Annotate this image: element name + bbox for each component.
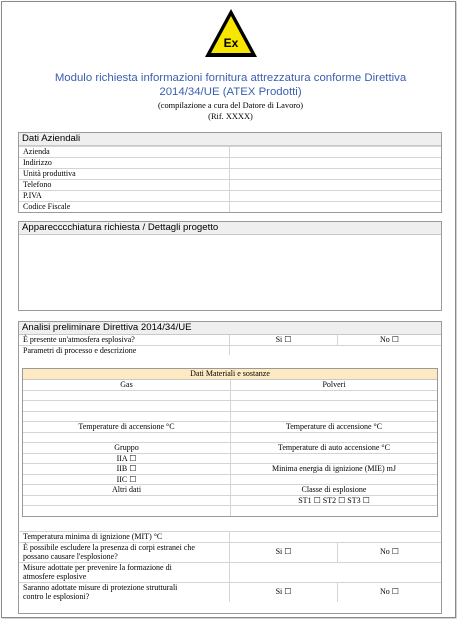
q-protezione-si-checkbox[interactable]: Si ☐ (229, 583, 337, 602)
mit-input[interactable] (229, 532, 441, 542)
field-row-unita: Unità produttiva (19, 168, 441, 179)
atex-warning-icon (203, 7, 259, 59)
temp-accensione-row (23, 421, 437, 432)
field-row-codice-fiscale: Codice Fiscale (19, 201, 441, 212)
q-protezione-no-checkbox[interactable]: No ☐ (337, 583, 441, 602)
q-corpi-label-2: possano causare l'esplosione? (23, 552, 118, 561)
iib-row (23, 463, 437, 474)
altri-dati-label: Altri dati (111, 485, 142, 494)
polveri-input-1[interactable] (230, 391, 437, 401)
misure-label-2: atmosfere esplosive (23, 572, 87, 581)
materiali-blank-row (23, 505, 437, 516)
materiali-blank-row (23, 411, 437, 422)
parametri-row (19, 345, 441, 356)
form-reference: (Rif. XXXX) (208, 112, 253, 121)
analisi-header: Analisi preliminare Direttiva 2014/34/UE (19, 322, 441, 335)
iia-row (23, 453, 437, 464)
analisi-bottom (18, 531, 442, 614)
polveri-input-3[interactable] (230, 412, 437, 422)
gruppo-row (23, 442, 437, 453)
indirizzo-input[interactable] (229, 158, 441, 168)
form-title-line1: Modulo richiesta informazioni fornitura attrezzatura conforme Direttiva (54, 72, 407, 84)
gas-input-2[interactable] (23, 401, 230, 411)
iia-checkbox[interactable]: IIA ☐ (116, 453, 137, 463)
classe-esplosione-label: Classe di esplosione (230, 485, 437, 495)
q-protezione-label-1: Saranno adottate misure di protezione strutturali (23, 582, 178, 592)
materiali-header: Dati Materiali e sostanze (23, 369, 437, 380)
gas-header: Gas (120, 380, 133, 389)
form-subtitle: (compilazione a cura del Datore di Lavoro) (157, 101, 304, 110)
temp-accensione-gas-label: Temperature di accensione °C (78, 422, 175, 431)
q-corpi-row (19, 542, 441, 562)
temp-accensione-polveri-label: Temperature di accensione °C (230, 422, 437, 432)
materiali-blank-row (23, 432, 437, 443)
parametri-input[interactable] (229, 346, 441, 356)
materiali-blank-row (23, 390, 437, 401)
iic-checkbox[interactable]: IIC ☐ (116, 474, 137, 484)
form-title-line2: 2014/34/UE (ATEX Prodotti) (159, 86, 302, 98)
q-protezione-row (19, 582, 441, 602)
polveri-header: Polveri (230, 380, 437, 390)
altri-dati-input-2[interactable] (23, 506, 230, 516)
temp-auto-accensione-label: Temperature di auto accensione °C (230, 443, 437, 453)
form-page (1, 1, 456, 618)
piva-input[interactable] (229, 191, 441, 201)
mie-label: Minima energia di ignizione (MIE) mJ (230, 464, 437, 474)
field-row-indirizzo: Indirizzo (19, 157, 441, 168)
altri-dati-input[interactable] (23, 496, 230, 506)
temp-gas-input[interactable] (23, 433, 230, 443)
gas-input-1[interactable] (23, 391, 230, 401)
misure-label-1: Misure adottate per prevenire la formazione di (23, 562, 172, 572)
iic-row (23, 474, 437, 485)
codice-fiscale-input[interactable] (229, 202, 441, 212)
temp-auto-input[interactable] (230, 454, 437, 464)
q-atmosfera-row (19, 335, 441, 345)
polveri-input-2[interactable] (230, 401, 437, 411)
ex-logo-text: Ex (223, 36, 239, 50)
st-row (23, 495, 437, 506)
misure-input[interactable] (229, 563, 441, 582)
q-corpi-label-1: È possibile escludere la presenza di corpi estranei che (23, 542, 195, 552)
temp-polveri-input[interactable] (230, 433, 437, 443)
q-atmosfera-si-checkbox[interactable]: Si ☐ (229, 335, 337, 345)
altri-dati-row (23, 484, 437, 495)
apparecchiatura-textarea[interactable] (19, 235, 441, 310)
field-row-telefono: Telefono (19, 179, 441, 190)
iib-checkbox[interactable]: IIB ☐ (116, 464, 137, 473)
parametri-label: Parametri di processo e descrizione (23, 345, 137, 355)
q-corpi-no-checkbox[interactable]: No ☐ (337, 543, 441, 562)
gas-input-3[interactable] (23, 412, 230, 422)
unita-input[interactable] (229, 169, 441, 179)
dati-aziendali-header: Dati Aziendali (19, 133, 441, 146)
st-checkboxes[interactable]: ST1 ☐ ST2 ☐ ST3 ☐ (230, 496, 437, 506)
dati-aziendali-section (18, 132, 442, 213)
mit-row (19, 532, 441, 542)
mit-label: Temperatura minima di ignizione (MIT) °C (23, 532, 163, 541)
telefono-input[interactable] (229, 180, 441, 190)
materiali-table (22, 368, 438, 517)
apparecchiatura-header: Apparecccchiatura richiesta / Dettagli progetto (19, 222, 441, 235)
q-corpi-si-checkbox[interactable]: Si ☐ (229, 543, 337, 562)
q-atmosfera-label: È presente un'atmosfera esplosiva? (23, 335, 135, 344)
misure-row (19, 562, 441, 582)
field-row-azienda: Azienda (19, 146, 441, 157)
q-protezione-label-2: contro le esplosioni? (23, 592, 90, 601)
q-atmosfera-no-checkbox[interactable]: No ☐ (337, 335, 441, 345)
apparecchiatura-section (18, 221, 442, 311)
materiali-blank-row (23, 400, 437, 411)
azienda-input[interactable] (229, 147, 441, 157)
materiali-col-headers (23, 380, 437, 390)
mie-input[interactable] (230, 475, 437, 485)
gruppo-label: Gruppo (114, 443, 139, 452)
field-row-piva: P.IVA (19, 190, 441, 201)
